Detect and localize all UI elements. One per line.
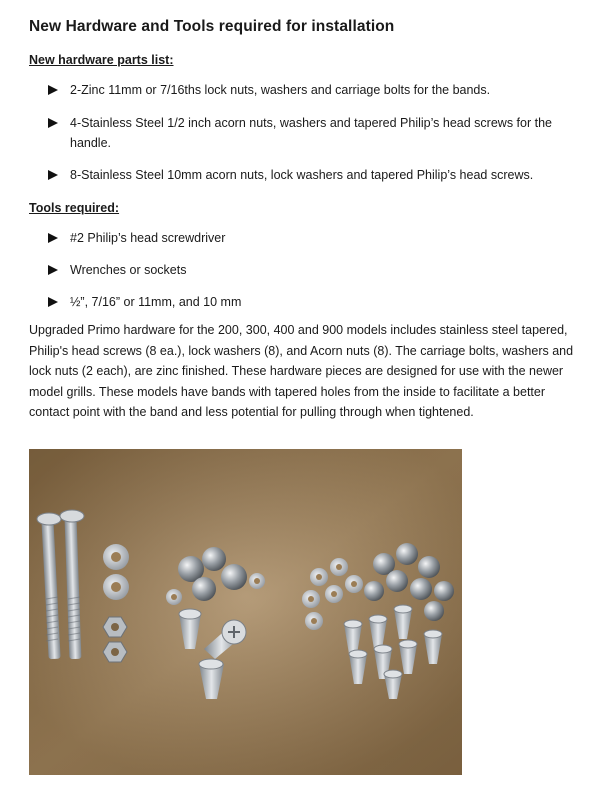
tool-item-sizes: ½”, 7/16” or 11mm, and 10 mm [70, 295, 242, 309]
hardware-item-handle: 4-Stainless Steel 1/2 inch acorn nuts, washers and tapered Philip’s head screws for the handle. [70, 116, 552, 150]
bullet-arrow-icon [48, 292, 70, 307]
page-title: New Hardware and Tools required for installation [29, 18, 395, 35]
list-item [48, 113, 578, 153]
bullet-arrow-icon [48, 228, 70, 243]
bullet-arrow-icon [48, 260, 70, 275]
bullet-arrow-icon [48, 165, 70, 180]
bullet-arrow-icon [48, 80, 70, 95]
list-item [48, 260, 578, 280]
tool-item-screwdriver: #2 Philip’s head screwdriver [70, 231, 226, 245]
list-item [48, 165, 578, 185]
description-paragraph: Upgraded Primo hardware for the 200, 300, 400 and 900 models includes stainless steel tapered, Philip's head screws (8 ea.), lock washers (8), and Acorn nuts (8). The carriage bolts, washers and lock nuts (2 each), are zinc finished. These hardware pieces are designed for use with the newer model grills. These models have bands with tapered holes from the inside to facilitate a better contact point with the band and less potential for pulling through when tightened. [29, 323, 574, 419]
bullet-arrow-icon [48, 113, 70, 128]
list-item [48, 80, 578, 100]
hardware-item-zinc: 2-Zinc 11mm or 7/16ths lock nuts, washers and carriage bolts for the bands. [70, 83, 491, 97]
list-item [48, 228, 578, 248]
hardware-item-stainless-10mm: 8-Stainless Steel 10mm acorn nuts, lock washers and tapered Philip’s head screws. [70, 168, 534, 182]
tool-item-wrenches: Wrenches or sockets [70, 263, 187, 277]
list-item [48, 292, 578, 312]
hardware-photo [29, 449, 462, 775]
hardware-list-heading: New hardware parts list: [29, 53, 174, 67]
tools-heading: Tools required: [29, 201, 120, 215]
